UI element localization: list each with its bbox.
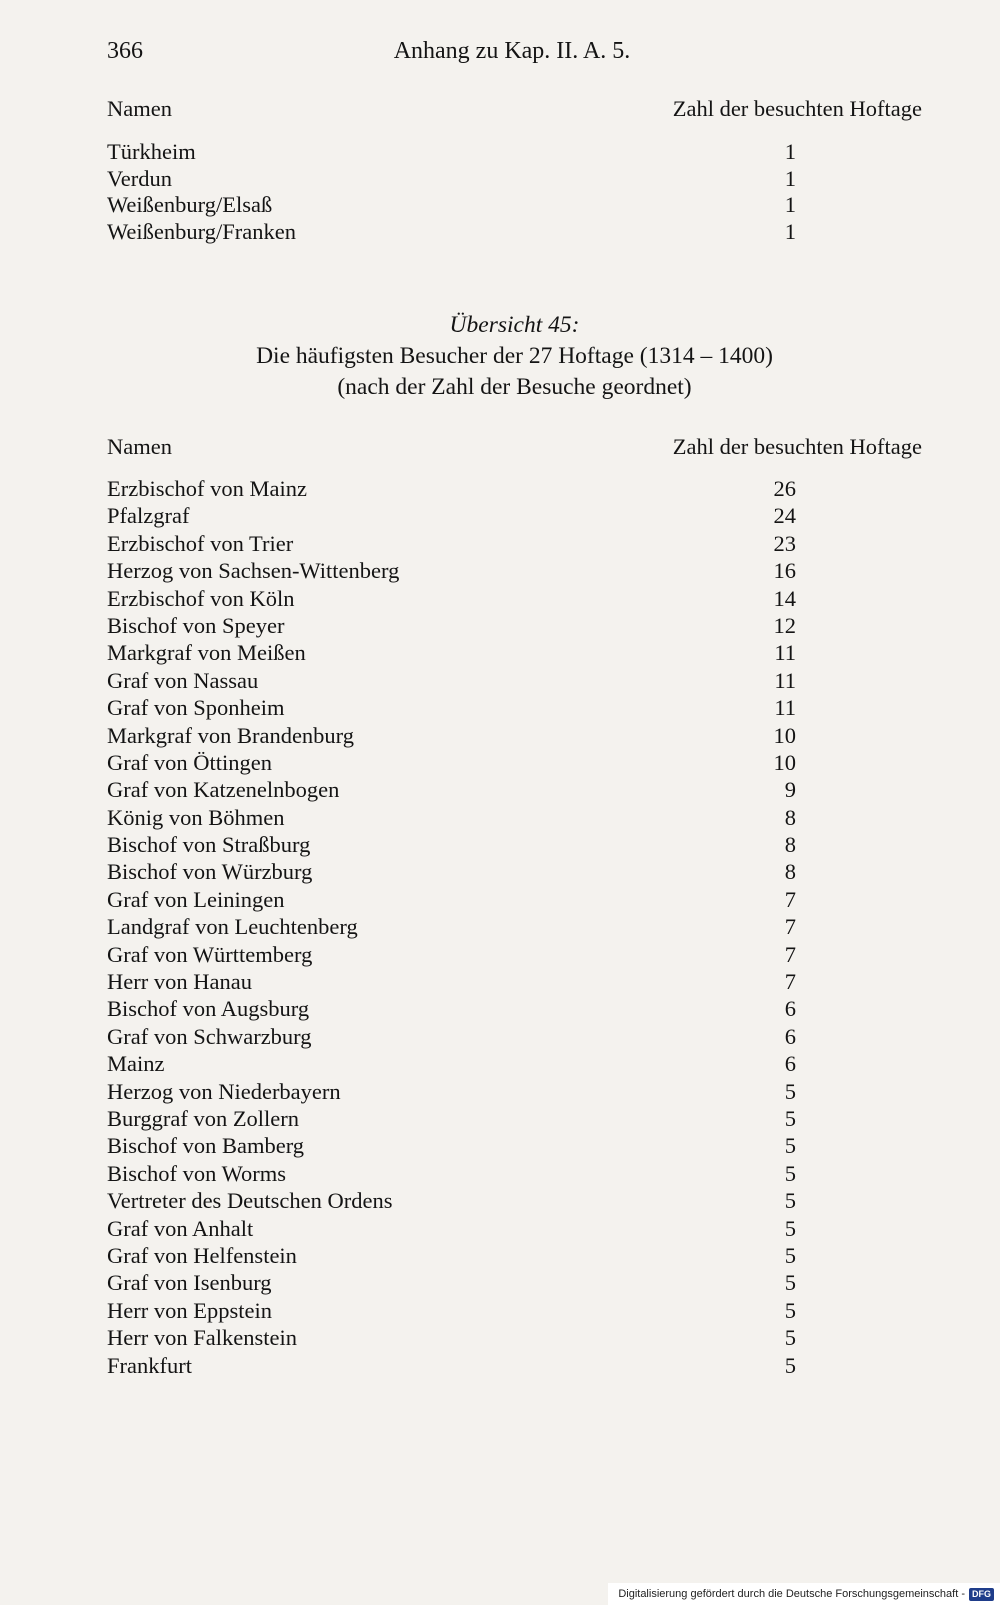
row-count: 7 — [784, 941, 796, 967]
table-body — [107, 475, 922, 1379]
table-body — [107, 138, 922, 244]
row-name: Bischof von Worms — [107, 1160, 287, 1186]
row-name: Graf von Anhalt — [107, 1215, 254, 1241]
table-row — [107, 995, 922, 1022]
running-head — [107, 38, 917, 72]
table-row — [107, 831, 922, 858]
table-row — [107, 502, 922, 529]
row-count: 6 — [784, 996, 796, 1022]
overview-subtitle: (nach der Zahl der Besuche geordnet) — [337, 374, 692, 400]
column-header-names: Namen — [107, 96, 172, 121]
row-name: Bischof von Bamberg — [107, 1133, 305, 1159]
table-row — [107, 1160, 922, 1187]
table-row — [107, 722, 922, 749]
table-row — [107, 1023, 922, 1050]
row-count: 5 — [784, 1105, 796, 1131]
row-count: 8 — [784, 804, 796, 830]
row-count: 5 — [784, 1188, 796, 1214]
row-count: 7 — [784, 969, 796, 995]
overview-number: Übersicht 45: — [449, 312, 580, 338]
row-name: Bischof von Speyer — [107, 612, 285, 638]
row-name: Graf von Sponheim — [107, 695, 285, 721]
row-name: Verdun — [107, 165, 172, 191]
row-count: 1 — [784, 139, 796, 164]
row-name: Pfalzgraf — [107, 503, 190, 529]
row-name: Graf von Öttingen — [107, 749, 272, 775]
row-count: 5 — [784, 1133, 796, 1159]
table-continued — [107, 96, 922, 244]
table-row — [107, 1242, 922, 1269]
row-name: Frankfurt — [107, 1352, 192, 1378]
table-row — [107, 639, 922, 666]
table-header — [107, 96, 922, 138]
row-count: 26 — [773, 476, 796, 501]
row-name: Graf von Helfenstein — [107, 1242, 297, 1268]
table-row — [107, 191, 922, 218]
row-count: 7 — [784, 914, 796, 940]
row-count: 16 — [773, 558, 796, 584]
row-name: Herr von Hanau — [107, 969, 252, 995]
row-count: 1 — [784, 218, 796, 244]
running-title: Anhang zu Kap. II. A. 5. — [393, 38, 631, 64]
row-count: 5 — [784, 1325, 796, 1351]
table-row — [107, 1297, 922, 1324]
row-count: 6 — [784, 1051, 796, 1077]
row-count: 11 — [774, 640, 796, 666]
table-row — [107, 968, 922, 995]
row-name: Bischof von Straßburg — [107, 832, 311, 858]
column-header-names: Namen — [107, 434, 172, 459]
table-row — [107, 530, 922, 557]
row-name: Vertreter des Deutschen Ordens — [107, 1188, 393, 1214]
table-row — [107, 804, 922, 831]
table-row — [107, 1269, 922, 1296]
table-row — [107, 1078, 922, 1105]
row-count: 6 — [784, 1023, 796, 1049]
table-row — [107, 1132, 922, 1159]
row-count: 1 — [784, 165, 796, 191]
overview-heading — [107, 310, 922, 403]
credit-text: Digitalisierung gefördert durch die Deutsche Forschungsgemeinschaft - — [618, 1588, 965, 1600]
row-name: Markgraf von Brandenburg — [107, 722, 355, 748]
row-name: Weißenburg/Elsaß — [107, 192, 273, 217]
table-row — [107, 557, 922, 584]
row-name: Graf von Katzenelnbogen — [107, 777, 340, 803]
row-count: 5 — [784, 1297, 796, 1323]
row-count: 11 — [774, 695, 796, 721]
row-count: 9 — [784, 777, 796, 803]
column-header-count: Zahl der besuchten Hoftage — [672, 96, 922, 121]
row-name: Türkheim — [107, 139, 196, 164]
row-count: 5 — [784, 1160, 796, 1186]
table-row — [107, 776, 922, 803]
row-count: 10 — [773, 749, 796, 775]
row-name: Graf von Schwarzburg — [107, 1023, 312, 1049]
table-row — [107, 1187, 922, 1214]
overview-title: Die häufigsten Besucher der 27 Hoftage (1314 – 1400) — [256, 343, 773, 369]
table-row — [107, 941, 922, 968]
row-name: Weißenburg/Franken — [107, 218, 296, 244]
row-name: Bischof von Würzburg — [107, 859, 313, 885]
row-count: 14 — [773, 585, 796, 611]
row-name: König von Böhmen — [107, 804, 285, 830]
row-name: Herzog von Sachsen-Wittenberg — [107, 558, 400, 584]
row-name: Burggraf von Zollern — [107, 1105, 300, 1131]
table-row — [107, 138, 922, 165]
table-row — [107, 1352, 922, 1379]
row-name: Graf von Isenburg — [107, 1270, 272, 1296]
row-count: 5 — [784, 1352, 796, 1378]
table-row — [107, 694, 922, 721]
row-name: Markgraf von Meißen — [107, 640, 306, 666]
table-row — [107, 1215, 922, 1242]
row-count: 8 — [784, 859, 796, 885]
column-header-count: Zahl der besuchten Hoftage — [672, 434, 922, 459]
row-count: 8 — [784, 832, 796, 858]
table-header — [107, 434, 922, 475]
table-row — [107, 667, 922, 694]
row-count: 5 — [784, 1078, 796, 1104]
row-name: Landgraf von Leuchtenberg — [107, 914, 358, 940]
digitization-credit-banner — [608, 1583, 1000, 1605]
table-row — [107, 1105, 922, 1132]
row-count: 5 — [784, 1242, 796, 1268]
row-count: 23 — [773, 530, 796, 556]
table-row — [107, 585, 922, 612]
table-row — [107, 1324, 922, 1351]
table-row — [107, 475, 922, 502]
table-row — [107, 1050, 922, 1077]
row-name: Graf von Nassau — [107, 667, 259, 693]
table-row — [107, 218, 922, 245]
row-count: 1 — [784, 192, 796, 217]
row-count: 11 — [774, 667, 796, 693]
table-row — [107, 165, 922, 192]
row-count: 24 — [773, 503, 796, 529]
row-count: 10 — [773, 722, 796, 748]
dfg-logo-icon: DFG — [969, 1588, 994, 1601]
table-row — [107, 886, 922, 913]
row-name: Herr von Falkenstein — [107, 1325, 297, 1351]
table-row — [107, 858, 922, 885]
row-name: Herr von Eppstein — [107, 1297, 272, 1323]
table-row — [107, 612, 922, 639]
row-count: 7 — [784, 886, 796, 912]
row-name: Graf von Württemberg — [107, 941, 313, 967]
table-visitors — [107, 434, 922, 1379]
row-count: 5 — [784, 1270, 796, 1296]
table-row — [107, 913, 922, 940]
row-count: 5 — [784, 1215, 796, 1241]
table-row — [107, 749, 922, 776]
row-name: Erzbischof von Mainz — [107, 476, 307, 501]
row-count: 12 — [773, 612, 796, 638]
row-name: Erzbischof von Köln — [107, 585, 295, 611]
row-name: Herzog von Niederbayern — [107, 1078, 341, 1104]
row-name: Graf von Leiningen — [107, 886, 285, 912]
page-number: 366 — [107, 38, 143, 64]
row-name: Erzbischof von Trier — [107, 530, 294, 556]
row-name: Bischof von Augsburg — [107, 996, 310, 1022]
row-name: Mainz — [107, 1051, 165, 1077]
